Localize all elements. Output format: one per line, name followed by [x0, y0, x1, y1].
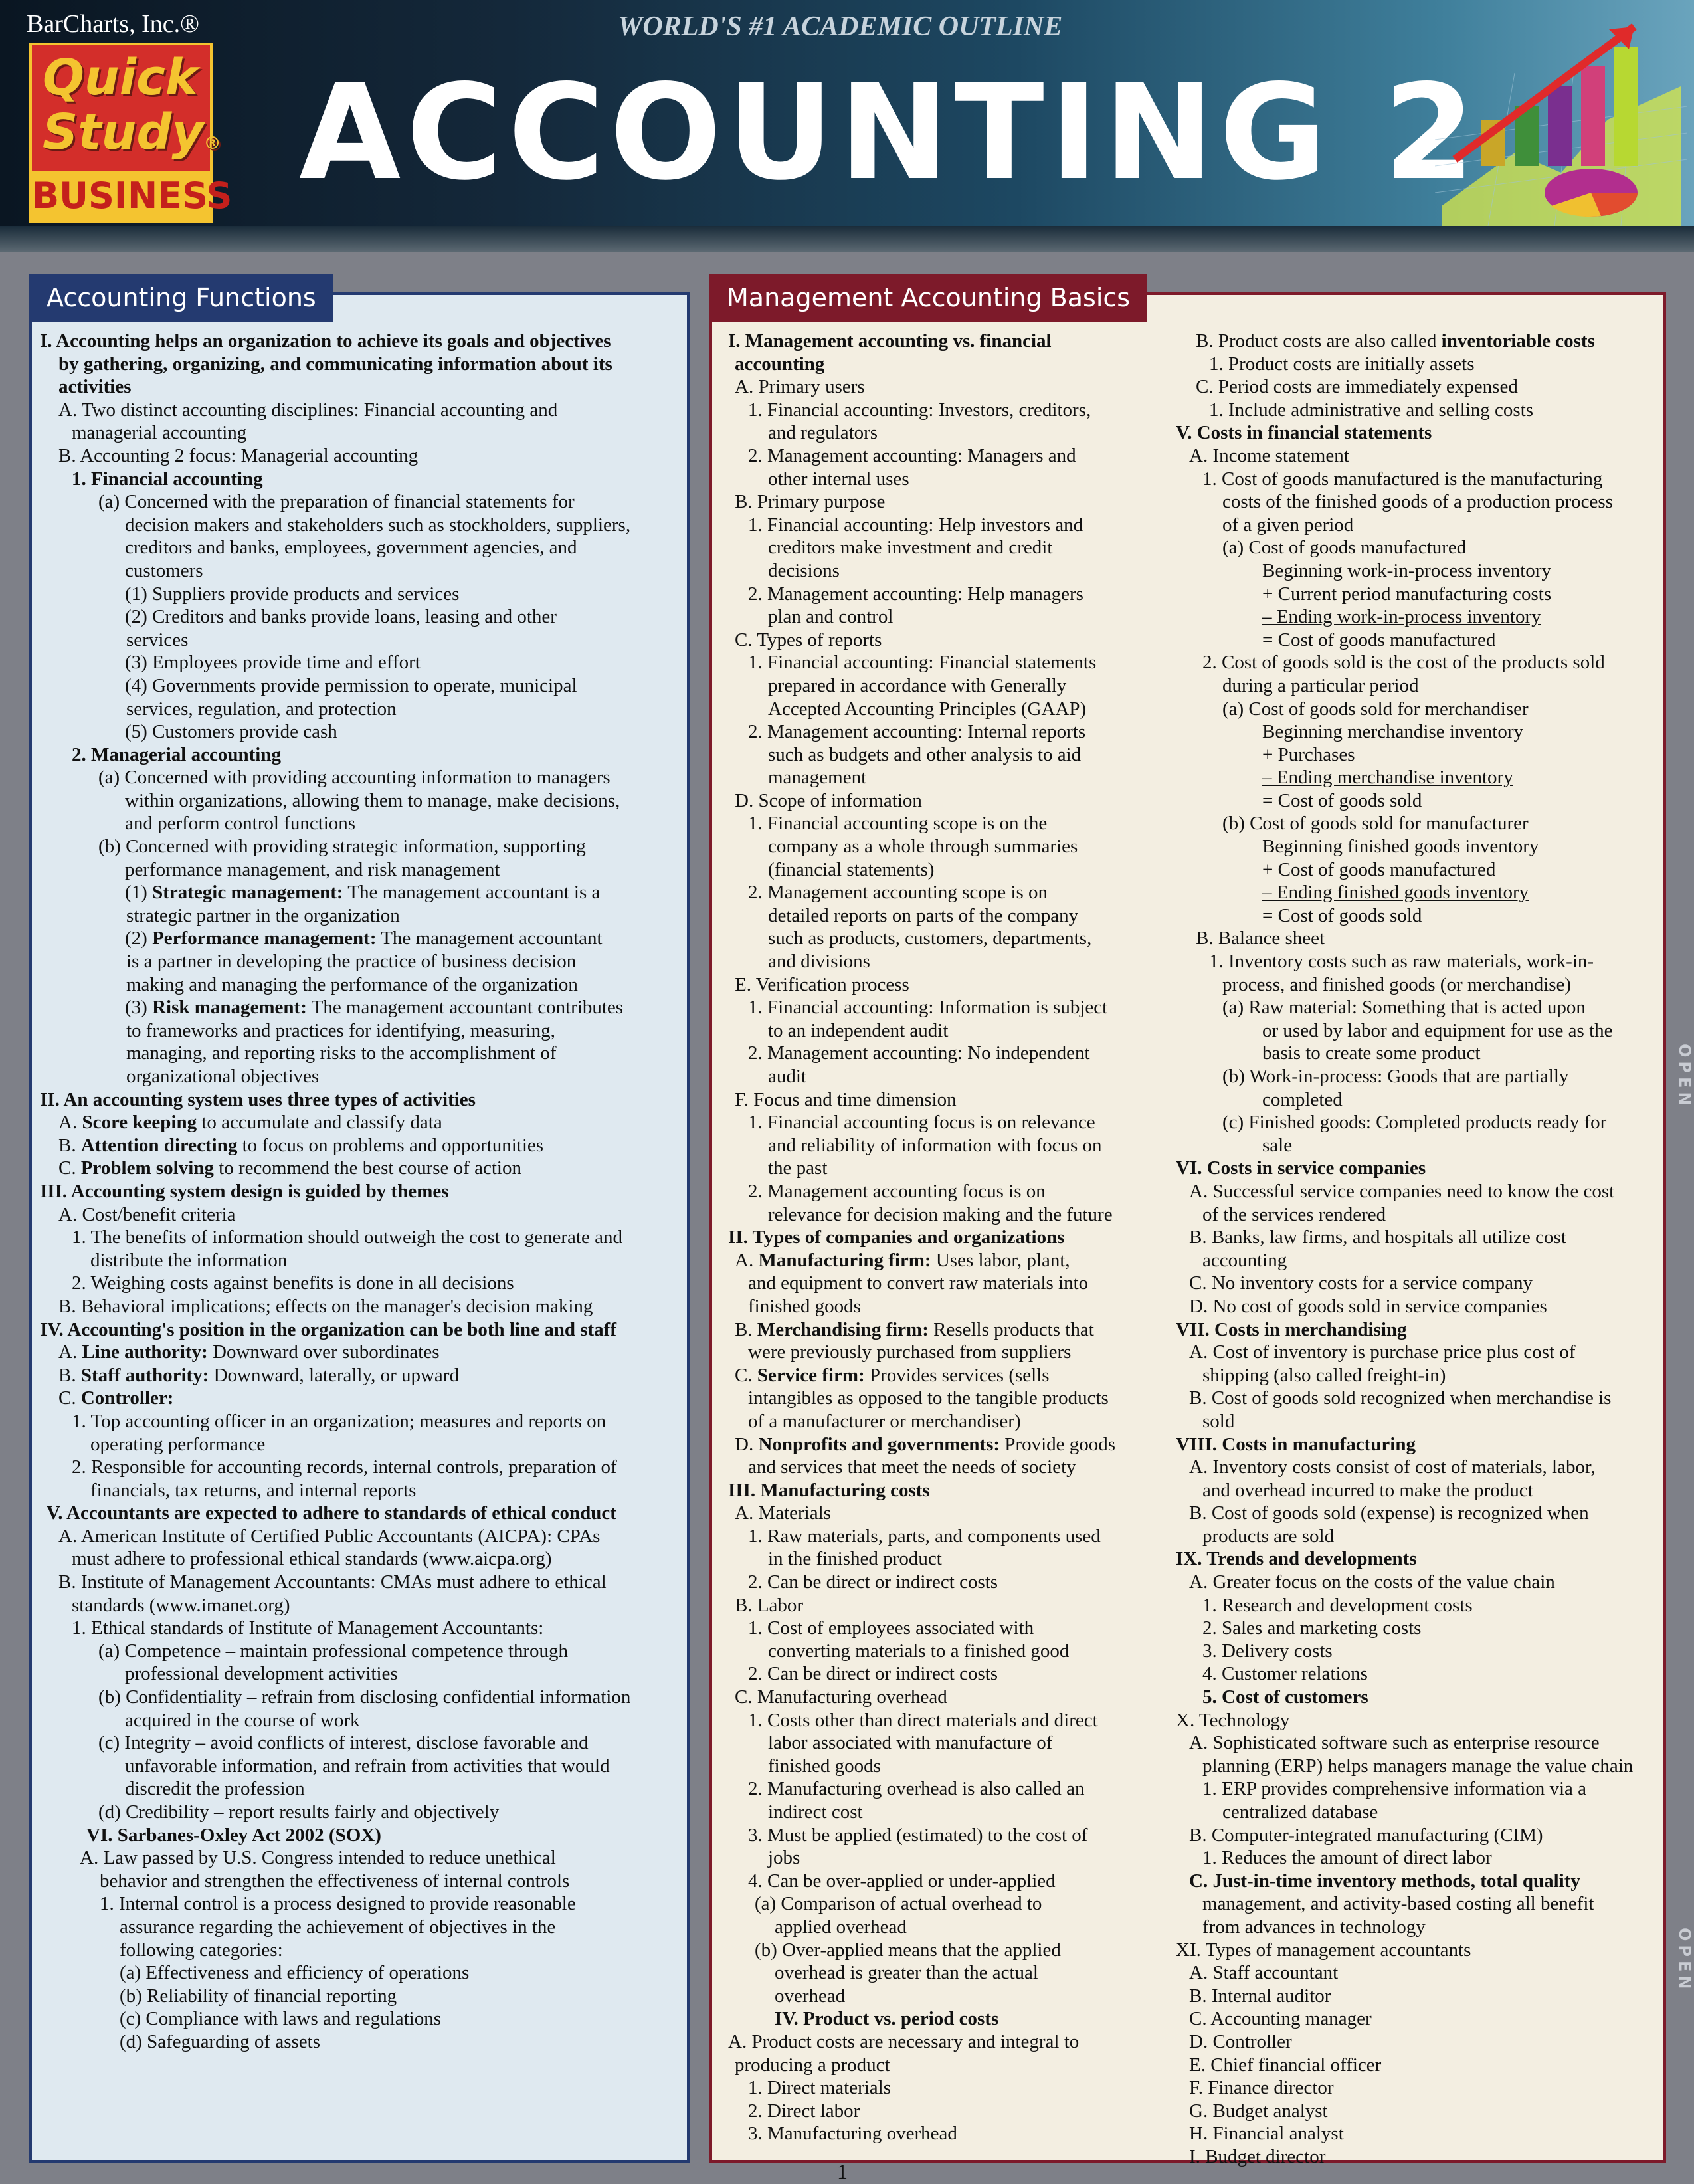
outline-line: A. Score keeping to accumulate and classify data	[40, 1111, 678, 1134]
side-tab-open: OPEN	[1667, 1010, 1694, 1143]
outline-line: Beginning finished goods inventory	[1176, 835, 1654, 858]
outline-line: 1. Cost of goods manufactured is the manufacturing	[1176, 468, 1654, 491]
outline-line: the past	[728, 1157, 1160, 1180]
outline-line: A. Cost/benefit criteria	[40, 1203, 678, 1227]
outline-line: C. Problem solving to recommend the best course of action	[40, 1157, 678, 1180]
quick-study-logo	[29, 43, 213, 223]
outline-line: standards (www.imanet.org)	[40, 1594, 678, 1617]
outline-line: 2. Management accounting: Managers and	[728, 445, 1160, 468]
outline-line: 2. Cost of goods sold is the cost of the products sold	[1176, 651, 1654, 674]
outline-line: X. Technology	[1176, 1709, 1654, 1732]
outline-line: 4. Customer relations	[1176, 1662, 1654, 1686]
outline-line: B. Balance sheet	[1176, 927, 1654, 950]
outline-line: 2. Weighing costs against benefits is done in all decisions	[40, 1272, 678, 1295]
outline-line: distribute the information	[40, 1249, 678, 1272]
outline-line: = Cost of goods sold	[1176, 789, 1654, 813]
outline-line: B. Product costs are also called inventoriable costs	[1176, 330, 1654, 353]
outline-line: following categories:	[40, 1939, 678, 1962]
outline-line: Beginning work-in-process inventory	[1176, 559, 1654, 583]
outline-line: (a) Effectiveness and efficiency of operations	[40, 1961, 678, 1985]
outline-line: organizational objectives	[40, 1065, 678, 1088]
outline-line: III. Manufacturing costs	[728, 1479, 1160, 1502]
side-tab-open: OPEN	[1667, 1894, 1694, 2027]
outline-line: B. Computer-integrated manufacturing (CIM)	[1176, 1824, 1654, 1847]
outline-line: – Ending work-in-process inventory	[1176, 605, 1654, 629]
outline-line: 1. Financial accounting: Investors, creditors,	[728, 399, 1160, 422]
outline-line: behavior and strengthen the effectiveness of internal controls	[40, 1870, 678, 1893]
outline-line: – Ending merchandise inventory	[1176, 766, 1654, 789]
outline-line: 2. Managerial accounting	[40, 744, 678, 767]
outline-line: and reliability of information with focus on	[728, 1134, 1160, 1157]
outline-line: II. Types of companies and organizations	[728, 1226, 1160, 1249]
outline-line: (b) Work-in-process: Goods that are partially	[1176, 1065, 1654, 1088]
outline-line: (c) Finished goods: Completed products ready for	[1176, 1111, 1654, 1134]
outline-line: D. Nonprofits and governments: Provide goods	[728, 1433, 1160, 1456]
outline-line: (3) Employees provide time and effort	[40, 651, 678, 674]
outline-line: (3) Risk management: The management accountant contributes	[40, 996, 678, 1019]
outline-line: of the services rendered	[1176, 1203, 1654, 1227]
outline-line: 2. Management accounting scope is on	[728, 881, 1160, 904]
outline-line: B. Cost of goods sold recognized when merchandise is	[1176, 1387, 1654, 1410]
header-banner	[0, 0, 1694, 226]
outline-line: (b) Concerned with providing strategic information, supporting	[40, 835, 678, 858]
outline-line: = Cost of goods sold	[1176, 904, 1654, 928]
outline-line: (b) Cost of goods sold for manufacturer	[1176, 812, 1654, 835]
outline-line: (b) Over-applied means that the applied	[728, 1939, 1160, 1962]
outline-line: professional development activities	[40, 1662, 678, 1686]
outline-line: (5) Customers provide cash	[40, 720, 678, 744]
outline-line: managerial accounting	[40, 421, 678, 445]
outline-line: such as budgets and other analysis to aid	[728, 744, 1160, 767]
outline-line: (1) Suppliers provide products and services	[40, 583, 678, 606]
outline-line: B. Merchandising firm: Resells products that	[728, 1318, 1160, 1341]
outline-line: B. Institute of Management Accountants: CMAs must adhere to ethical	[40, 1571, 678, 1594]
page-number: 1	[837, 2159, 848, 2184]
outline-line: V. Costs in financial statements	[1176, 421, 1654, 445]
outline-line: were previously purchased from suppliers	[728, 1341, 1160, 1364]
outline-line: B. Staff authority: Downward, laterally, or upward	[40, 1364, 678, 1387]
outline-line: C. Types of reports	[728, 629, 1160, 652]
outline-line: 1. Financial accounting	[40, 468, 678, 491]
outline-line: (d) Credibility – report results fairly and objectively	[40, 1801, 678, 1824]
outline-line: A. Inventory costs consist of cost of materials, labor,	[1176, 1456, 1654, 1479]
outline-line: finished goods	[728, 1755, 1160, 1778]
outline-line: management, and activity-based costing all benefit	[1176, 1892, 1654, 1916]
outline-line: IV. Product vs. period costs	[728, 2007, 1160, 2031]
outline-line: B. Accounting 2 focus: Managerial accounting	[40, 445, 678, 468]
outline-line: 2. Responsible for accounting records, internal controls, preparation of	[40, 1456, 678, 1479]
outline-line: services	[40, 629, 678, 652]
outline-line: and overhead incurred to make the product	[1176, 1479, 1654, 1502]
outline-line: operating performance	[40, 1433, 678, 1456]
outline-line: VI. Sarbanes-Oxley Act 2002 (SOX)	[40, 1824, 678, 1847]
outline-line: overhead is greater than the actual	[728, 1961, 1160, 1985]
outline-line: (financial statements)	[728, 858, 1160, 882]
outline-line: process, and finished goods (or merchandise)	[1176, 973, 1654, 997]
outline-line: A. Successful service companies need to know the cost	[1176, 1180, 1654, 1203]
outline-line: and regulators	[728, 421, 1160, 445]
outline-line: VII. Costs in merchandising	[1176, 1318, 1654, 1341]
outline-line: (b) Confidentiality – refrain from disclosing confidential information	[40, 1686, 678, 1709]
outline-line: 2. Sales and marketing costs	[1176, 1617, 1654, 1640]
outline-line: D. Scope of information	[728, 789, 1160, 813]
outline-line: applied overhead	[728, 1916, 1160, 1939]
outline-line: (a) Cost of goods sold for merchandiser	[1176, 698, 1654, 721]
outline-line: centralized database	[1176, 1801, 1654, 1824]
logo-text: Quick Study®	[43, 50, 221, 171]
outline-line: (a) Raw material: Something that is acted upon	[1176, 996, 1654, 1019]
outline-line: (c) Integrity – avoid conflicts of interest, disclose favorable and	[40, 1732, 678, 1755]
outline-line: 1. Ethical standards of Institute of Management Accountants:	[40, 1617, 678, 1640]
outline-line: B. Cost of goods sold (expense) is recognized when	[1176, 1502, 1654, 1525]
outline-line: to frameworks and practices for identifying, measuring,	[40, 1019, 678, 1042]
outline-line: detailed reports on parts of the company	[728, 904, 1160, 928]
outline-line: shipping (also called freight-in)	[1176, 1364, 1654, 1387]
outline-line: completed	[1176, 1088, 1654, 1112]
outline-line: intangibles as opposed to the tangible products	[728, 1387, 1160, 1410]
outline-line: I. Accounting helps an organization to achieve its goals and objectives	[40, 330, 678, 353]
outline-line: accounting	[1176, 1249, 1654, 1272]
outline-line: B. Behavioral implications; effects on the manager's decision making	[40, 1295, 678, 1318]
outline-line: I. Budget director	[1176, 2145, 1654, 2169]
outline-line: to an independent audit	[728, 1019, 1160, 1042]
outline-line: in the finished product	[728, 1547, 1160, 1571]
outline-line: jobs	[728, 1846, 1160, 1870]
management-accounting-basics-heading: Management Accounting Basics	[709, 274, 1147, 322]
outline-line: relevance for decision making and the future	[728, 1203, 1160, 1227]
outline-line: acquired in the course of work	[40, 1709, 678, 1732]
outline-line: XI. Types of management accountants	[1176, 1939, 1654, 1962]
outline-line: II. An accounting system uses three types of activities	[40, 1088, 678, 1112]
outline-line: + Purchases	[1176, 744, 1654, 767]
outline-line: D. No cost of goods sold in service companies	[1176, 1295, 1654, 1318]
outline-line: A. Law passed by U.S. Congress intended to reduce unethical	[40, 1846, 678, 1870]
outline-line: discredit the profession	[40, 1777, 678, 1801]
management-basics-outline	[728, 330, 1160, 2145]
outline-line: creditors make investment and credit	[728, 536, 1160, 559]
outline-line: 2. Management accounting: Internal reports	[728, 720, 1160, 744]
outline-line: 3. Manufacturing overhead	[728, 2122, 1160, 2145]
outline-line: 2. Direct labor	[728, 2100, 1160, 2123]
outline-line: A. Greater focus on the costs of the value chain	[1176, 1571, 1654, 1594]
outline-line: B. Labor	[728, 1594, 1160, 1617]
outline-line: A. Staff accountant	[1176, 1961, 1654, 1985]
outline-line: making and managing the performance of the organization	[40, 973, 678, 997]
outline-line: 1. Product costs are initially assets	[1176, 353, 1654, 376]
outline-line: 1. Internal control is a process designed to provide reasonable	[40, 1892, 678, 1916]
outline-line: B. Primary purpose	[728, 490, 1160, 514]
outline-line: A. Cost of inventory is purchase price plus cost of	[1176, 1341, 1654, 1364]
outline-line: 1. Raw materials, parts, and components used	[728, 1525, 1160, 1548]
outline-line: C. Period costs are immediately expensed	[1176, 375, 1654, 399]
header-divider	[0, 226, 1694, 252]
outline-line: (c) Compliance with laws and regulations	[40, 2007, 678, 2031]
outline-line: 2. Management accounting focus is on	[728, 1180, 1160, 1203]
outline-line: 1. Financial accounting: Financial statements	[728, 651, 1160, 674]
outline-line: 3. Delivery costs	[1176, 1640, 1654, 1663]
outline-line: 2. Can be direct or indirect costs	[728, 1571, 1160, 1594]
outline-line: (a) Cost of goods manufactured	[1176, 536, 1654, 559]
outline-line: overhead	[728, 1985, 1160, 2008]
outline-line: 1. Financial accounting: Information is subject	[728, 996, 1160, 1019]
outline-line: A. Primary users	[728, 375, 1160, 399]
outline-line: from advances in technology	[1176, 1916, 1654, 1939]
outline-line: other internal uses	[728, 468, 1160, 491]
outline-line: during a particular period	[1176, 674, 1654, 698]
outline-line: management	[728, 766, 1160, 789]
outline-line: costs of the finished goods of a production process	[1176, 490, 1654, 514]
outline-line: performance management, and risk management	[40, 858, 678, 882]
outline-line: 1. Top accounting officer in an organization; measures and reports on	[40, 1410, 678, 1433]
outline-line: 1. Financial accounting: Help investors and	[728, 514, 1160, 537]
outline-line: decision makers and stakeholders such as stockholders, suppliers,	[40, 514, 678, 537]
outline-line: 1. Include administrative and selling costs	[1176, 399, 1654, 422]
outline-line: assurance regarding the achievement of objectives in the	[40, 1916, 678, 1939]
outline-line: C. No inventory costs for a service company	[1176, 1272, 1654, 1295]
outline-line: strategic partner in the organization	[40, 904, 678, 928]
outline-line: (a) Concerned with the preparation of financial statements for	[40, 490, 678, 514]
outline-line: activities	[40, 375, 678, 399]
outline-line: + Current period manufacturing costs	[1176, 583, 1654, 606]
outline-line: D. Controller	[1176, 2031, 1654, 2054]
outline-line: + Cost of goods manufactured	[1176, 858, 1654, 882]
outline-line: Beginning merchandise inventory	[1176, 720, 1654, 744]
logo-badge: BUSINESS	[32, 171, 210, 221]
outline-line: C. Controller:	[40, 1387, 678, 1410]
outline-line: 1. Cost of employees associated with	[728, 1617, 1160, 1640]
outline-line: Accepted Accounting Principles (GAAP)	[728, 698, 1160, 721]
outline-line: 2. Management accounting: No independent	[728, 1042, 1160, 1065]
outline-line: and perform control functions	[40, 812, 678, 835]
outline-line: B. Attention directing to focus on problems and opportunities	[40, 1134, 678, 1157]
outline-line: and services that meet the needs of society	[728, 1456, 1160, 1479]
outline-line: converting materials to a finished good	[728, 1640, 1160, 1663]
outline-line: audit	[728, 1065, 1160, 1088]
outline-line: H. Financial analyst	[1176, 2122, 1654, 2145]
outline-line: A. Product costs are necessary and integral to	[728, 2031, 1160, 2054]
outline-line: accounting	[728, 353, 1160, 376]
outline-line: and equipment to convert raw materials into	[728, 1272, 1160, 1295]
outline-line: III. Accounting system design is guided by themes	[40, 1180, 678, 1203]
outline-line: F. Finance director	[1176, 2076, 1654, 2100]
outline-line: E. Chief financial officer	[1176, 2054, 1654, 2077]
outline-line: C. Service firm: Provides services (sells	[728, 1364, 1160, 1387]
outline-line: (d) Safeguarding of assets	[40, 2031, 678, 2054]
page-title: ACCOUNTING 2	[299, 60, 1480, 206]
accounting-functions-outline	[40, 330, 678, 2054]
outline-line: 1. Financial accounting scope is on the	[728, 812, 1160, 835]
outline-line: VI. Costs in service companies	[1176, 1157, 1654, 1180]
outline-line: A. Sophisticated software such as enterprise resource	[1176, 1732, 1654, 1755]
outline-line: company as a whole through summaries	[728, 835, 1160, 858]
publisher-name: BarCharts, Inc.®	[27, 9, 199, 39]
outline-line: or used by labor and equipment for use as the	[1176, 1019, 1654, 1042]
outline-line: must adhere to professional ethical standards (www.aicpa.org)	[40, 1547, 678, 1571]
outline-line: (a) Comparison of actual overhead to	[728, 1892, 1160, 1916]
outline-line: 1. ERP provides comprehensive information via a	[1176, 1777, 1654, 1801]
outline-line: sale	[1176, 1134, 1654, 1157]
outline-line: finished goods	[728, 1295, 1160, 1318]
outline-line: A. Line authority: Downward over subordinates	[40, 1341, 678, 1364]
outline-line: 1. Direct materials	[728, 2076, 1160, 2100]
outline-line: creditors and banks, employees, government agencies, and	[40, 536, 678, 559]
accounting-functions-heading: Accounting Functions	[29, 274, 333, 322]
outline-line: 1. Reduces the amount of direct labor	[1176, 1846, 1654, 1870]
outline-line: 1. Research and development costs	[1176, 1594, 1654, 1617]
outline-line: of a manufacturer or merchandiser)	[728, 1410, 1160, 1433]
outline-line: 5. Cost of customers	[1176, 1686, 1654, 1709]
outline-line: by gathering, organizing, and communicating information about its	[40, 353, 678, 376]
outline-line: plan and control	[728, 605, 1160, 629]
outline-line: labor associated with manufacture of	[728, 1732, 1160, 1755]
outline-line: services, regulation, and protection	[40, 698, 678, 721]
outline-line: (1) Strategic management: The management accountant is a	[40, 881, 678, 904]
outline-line: A. Manufacturing firm: Uses labor, plant,	[728, 1249, 1160, 1272]
outline-line: is a partner in developing the practice of business decision	[40, 950, 678, 973]
outline-line: B. Internal auditor	[1176, 1985, 1654, 2008]
outline-line: (a) Concerned with providing accounting information to managers	[40, 766, 678, 789]
outline-line: C. Manufacturing overhead	[728, 1686, 1160, 1709]
outline-line: F. Focus and time dimension	[728, 1088, 1160, 1112]
outline-line: (4) Governments provide permission to operate, municipal	[40, 674, 678, 698]
outline-line: sold	[1176, 1410, 1654, 1433]
outline-line: basis to create some product	[1176, 1042, 1654, 1065]
outline-line: IX. Trends and developments	[1176, 1547, 1654, 1571]
outline-line: = Cost of goods manufactured	[1176, 629, 1654, 652]
outline-line: I. Management accounting vs. financial	[728, 330, 1160, 353]
outline-line: VIII. Costs in manufacturing	[1176, 1433, 1654, 1456]
outline-line: A. Materials	[728, 1502, 1160, 1525]
outline-line: 2. Can be direct or indirect costs	[728, 1662, 1160, 1686]
outline-line: financials, tax returns, and internal reports	[40, 1479, 678, 1502]
outline-line: unfavorable information, and refrain from activities that would	[40, 1755, 678, 1778]
outline-line: 1. Costs other than direct materials and direct	[728, 1709, 1160, 1732]
outline-line: G. Budget analyst	[1176, 2100, 1654, 2123]
outline-line: producing a product	[728, 2054, 1160, 2077]
outline-line: (a) Competence – maintain professional competence through	[40, 1640, 678, 1663]
outline-line: 4. Can be over-applied or under-applied	[728, 1870, 1160, 1893]
chart-illustration-icon	[1435, 7, 1687, 226]
tagline: WORLD'S #1 ACADEMIC OUTLINE	[618, 11, 1062, 43]
cost-concepts-outline	[1176, 330, 1654, 2169]
outline-line: IV. Accounting's position in the organization can be both line and staff	[40, 1318, 678, 1341]
outline-line: customers	[40, 559, 678, 583]
outline-line: within organizations, allowing them to manage, make decisions,	[40, 789, 678, 813]
outline-line: C. Just-in-time inventory methods, total quality	[1176, 1870, 1654, 1893]
outline-line: 1. The benefits of information should outweigh the cost to generate and	[40, 1226, 678, 1249]
outline-line: such as products, customers, departments,	[728, 927, 1160, 950]
outline-line: (2) Creditors and banks provide loans, leasing and other	[40, 605, 678, 629]
outline-line: prepared in accordance with Generally	[728, 674, 1160, 698]
outline-line: A. Two distinct accounting disciplines: Financial accounting and	[40, 399, 678, 422]
outline-line: E. Verification process	[728, 973, 1160, 997]
outline-line: indirect cost	[728, 1801, 1160, 1824]
outline-line: A. American Institute of Certified Public Accountants (AICPA): CPAs	[40, 1525, 678, 1548]
outline-line: and divisions	[728, 950, 1160, 973]
outline-line: V. Accountants are expected to adhere to standards of ethical conduct	[40, 1502, 678, 1525]
outline-line: of a given period	[1176, 514, 1654, 537]
outline-line: planning (ERP) helps managers manage the value chain	[1176, 1755, 1654, 1778]
outline-line: 2. Management accounting: Help managers	[728, 583, 1160, 606]
outline-line: 1. Inventory costs such as raw materials, work-in-	[1176, 950, 1654, 973]
outline-line: (2) Performance management: The management accountant	[40, 927, 678, 950]
outline-line: 3. Must be applied (estimated) to the cost of	[728, 1824, 1160, 1847]
outline-line: – Ending finished goods inventory	[1176, 881, 1654, 904]
outline-line: 2. Manufacturing overhead is also called an	[728, 1777, 1160, 1801]
outline-line: decisions	[728, 559, 1160, 583]
outline-line: managing, and reporting risks to the accomplishment of	[40, 1042, 678, 1065]
outline-line: A. Income statement	[1176, 445, 1654, 468]
outline-line: (b) Reliability of financial reporting	[40, 1985, 678, 2008]
outline-line: 1. Financial accounting focus is on relevance	[728, 1111, 1160, 1134]
outline-line: products are sold	[1176, 1525, 1654, 1548]
outline-line: C. Accounting manager	[1176, 2007, 1654, 2031]
outline-line: B. Banks, law firms, and hospitals all utilize cost	[1176, 1226, 1654, 1249]
